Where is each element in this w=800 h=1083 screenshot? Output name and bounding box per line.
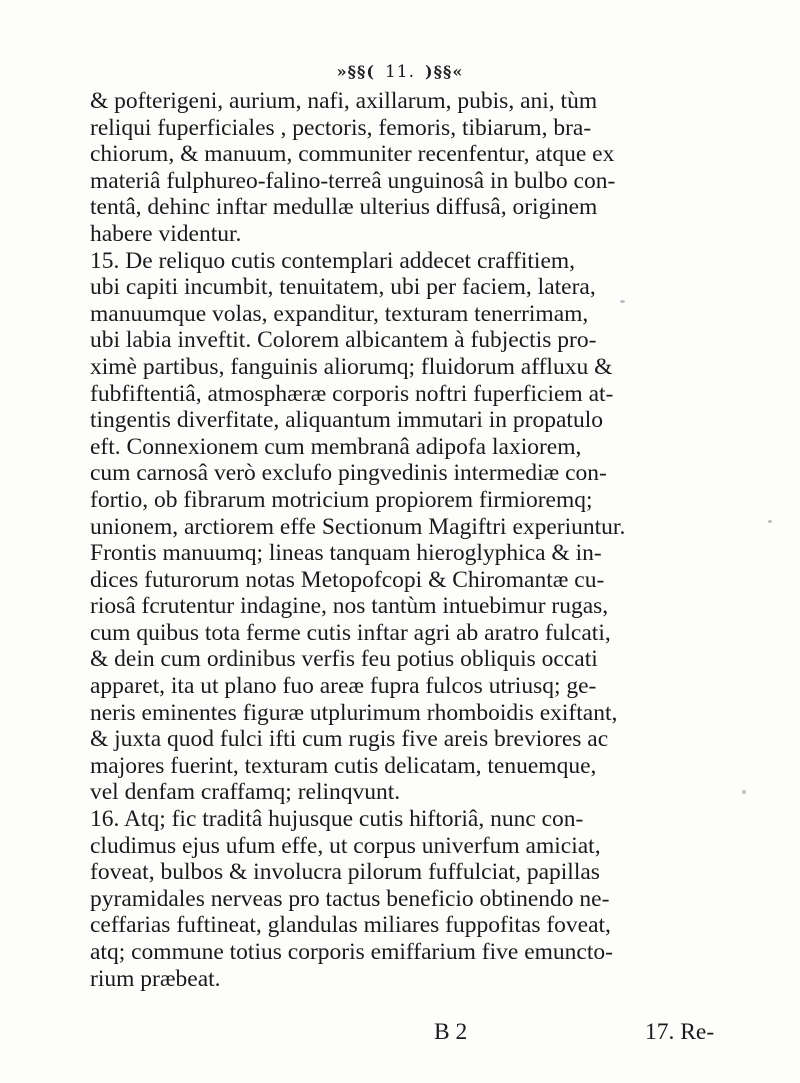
- paper-speck: [742, 790, 746, 794]
- text-line: tingentis diverfitate, aliquantum immutari in propatulo: [90, 407, 603, 434]
- text-line: 16. Atq; fic traditâ hujusque cutis hiftoriâ, nunc con-: [90, 806, 584, 833]
- text-line: atq; commune totius corporis emiffarium five emuncto-: [90, 939, 613, 965]
- text-line: pyramidales nerveas pro tactus beneficio obtinendo ne-: [90, 885, 610, 912]
- page-number: 11.: [384, 62, 416, 82]
- text-line: tentâ, dehinc inftar medullæ ulterius diffusâ, originem: [90, 194, 598, 221]
- text-line: & juxta quod fulci ifti cum rugis five areis breviores ac: [90, 726, 609, 753]
- text-line: ximè partibus, fanguinis aliorumq; fluidorum affluxu &: [90, 353, 613, 380]
- body-text: [90, 88, 760, 992]
- paper-speck: [768, 520, 772, 523]
- signature-mark: B 2: [434, 1019, 468, 1045]
- text-line: ceffarias fuftineat, glandulas miliares fuppofitas foveat,: [90, 912, 611, 939]
- text-line: ubi capiti incumbit, tenuitatem, ubi per faciem, latera,: [90, 274, 596, 301]
- text-line: foveat, bulbos & involucra pilorum fuffulciat, papillas: [90, 859, 600, 886]
- text-line: materiâ fulphureo-falino-terreâ unguinosâ in bulbo con-: [90, 167, 616, 194]
- paper-speck: [620, 300, 625, 303]
- text-line: apparet, ita ut plano fuo areæ fupra fulcos utriusq; ge-: [90, 673, 597, 700]
- text-line: cum quibus tota ferme cutis inftar agri ab aratro fulcati,: [90, 619, 611, 646]
- text-line: reliqui fuperficiales , pectoris, femoris, tibiarum, bra-: [90, 114, 592, 141]
- text-line: majores fuerint, texturam cutis delicatam, tenuemque,: [90, 752, 597, 779]
- text-line: eft. Connexionem cum membranâ adipofa laxiorem,: [90, 433, 582, 460]
- text-line: habere videntur.: [90, 220, 242, 247]
- text-line: fubfiftentiâ, atmosphæræ corporis noftri fuperficiem at-: [90, 380, 614, 407]
- catchword: 17. Re-: [645, 1019, 715, 1045]
- ornament-right: )§§«: [425, 62, 464, 81]
- ornament-left: »§§(: [336, 62, 375, 81]
- text-line: ubi labia inveftit. Colorem albicantem à fubjectis pro-: [90, 327, 597, 354]
- text-line: chiorum, & manuum, communiter recenfentur, atque ex: [90, 141, 615, 168]
- text-line: cludimus ejus ufum effe, ut corpus univerfum amiciat,: [90, 832, 601, 859]
- text-line: riosâ fcrutentur indagine, nos tantùm intuebimur rugas,: [90, 593, 609, 620]
- running-header: [0, 58, 800, 82]
- text-line: unionem, arctiorem effe Sectionum Magiftri experiuntur.: [90, 513, 626, 540]
- text-line: neris eminentes figuræ utplurimum rhomboidis exiftant,: [90, 699, 618, 726]
- text-line: dices futurorum notas Metopofcopi & Chiromantæ cu-: [90, 566, 605, 593]
- text-line: & dein cum ordinibus verfis feu potius obliquis occati: [90, 646, 598, 673]
- text-line: & pofterigeni, aurium, nafi, axillarum, pubis, ani, tùm: [90, 88, 598, 114]
- text-line: cum carnosâ verò exclufo pingvedinis intermediæ con-: [90, 460, 607, 487]
- text-line: Frontis manuumq; lineas tanquam hieroglyphica & in-: [90, 540, 602, 567]
- text-line: manuumque volas, expanditur, texturam tenerrimam,: [90, 300, 589, 327]
- text-line: vel denfam craffamq; relinqvunt.: [90, 779, 401, 806]
- text-line: 15. De reliquo cutis contemplari addecet craffitiem,: [90, 247, 576, 274]
- text-line: rium præbeat.: [90, 965, 221, 992]
- text-line: fortio, ob fibrarum motricium propiorem firmioremq;: [90, 486, 593, 513]
